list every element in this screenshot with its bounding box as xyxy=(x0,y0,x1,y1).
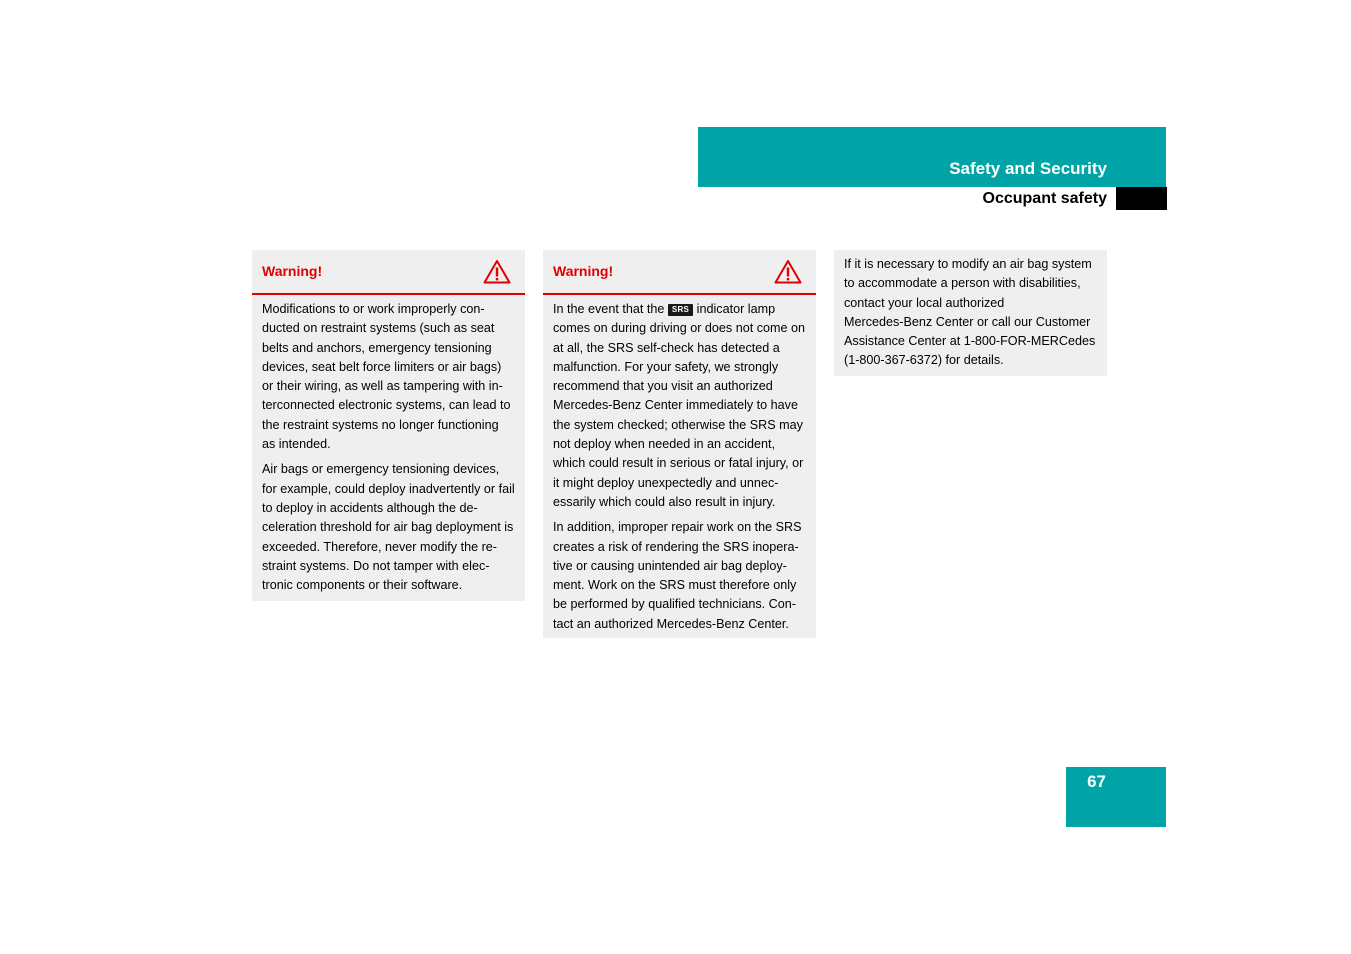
warning-triangle-icon xyxy=(774,259,802,284)
warning-header xyxy=(252,250,525,295)
warning-body xyxy=(252,295,525,603)
warning-label: Warning! xyxy=(553,263,614,279)
srs-indicator-icon: SRS xyxy=(668,304,693,316)
info-line: (1-800-367-6372) for details. xyxy=(844,353,1004,368)
warning-box-restraint-modifications xyxy=(252,250,525,601)
warning-box-srs-indicator xyxy=(543,250,816,638)
warning-paragraph: Air bags or emergency tensioning devices, for example, could deploy inadvertently or fail to deploy in accidents although the deceleration threshold for air bag deployment is exceeded. Therefore, never modify the restraint systems. Do not tamper with electronic components or their software. xyxy=(262,462,515,593)
warning-paragraph: In addition, improper repair work on the SRS creates a risk of rendering the SRS inoperative or causing unintended air bag deployment. Work on the SRS must therefore only be performed by qualified technicians. Contact an authorized Mercedes-Benz Center. xyxy=(553,520,802,631)
subsection-title: Occupant safety xyxy=(982,190,1107,207)
page-number-box xyxy=(1066,767,1166,827)
info-line: Mercedes-Benz Center or call our Customer xyxy=(844,314,1091,329)
info-box-disabilities xyxy=(834,250,1107,376)
warning-body xyxy=(543,295,816,642)
warning-paragraph xyxy=(553,300,806,512)
info-line: to accommodate a person with disabilities, xyxy=(844,276,1081,291)
warning-paragraph: Modifications to or work improperly conducted on restraint systems (such as seat belts and anchors, emergency tensioning devices, seat belt force limiters or air bags) or their wiring, as well as tampering with interconnected electronic systems, can lead to the restraint systems no longer functioning as intended. xyxy=(262,302,511,452)
page-number: 67 xyxy=(1087,772,1106,791)
info-body xyxy=(834,250,1107,377)
thumb-index-tab xyxy=(1116,187,1167,210)
info-line: Assistance Center at 1-800-FOR-MERCedes xyxy=(844,334,1096,349)
info-line: contact your local authorized xyxy=(844,295,1005,310)
section-title: Safety and Security xyxy=(949,159,1107,178)
warning-triangle-icon xyxy=(483,259,511,284)
info-line: If it is necessary to modify an air bag system xyxy=(844,257,1092,271)
warning-text-part: indicator lamp comes on during driving or does not come on at all, the SRS self-check has detected a malfunction. For your safety, we strongly recommend that you visit an authorized Mercedes-Benz Center immediately to have the system checked; otherwise the SRS may not deploy when needed in an accident, which could result in serious or fatal injury, or it might deploy unexpectedly and unnecessarily which could also result in injury. xyxy=(553,302,806,509)
warning-label: Warning! xyxy=(262,263,323,279)
warning-header xyxy=(543,250,816,295)
warning-text-part: In the event that the xyxy=(553,302,668,316)
